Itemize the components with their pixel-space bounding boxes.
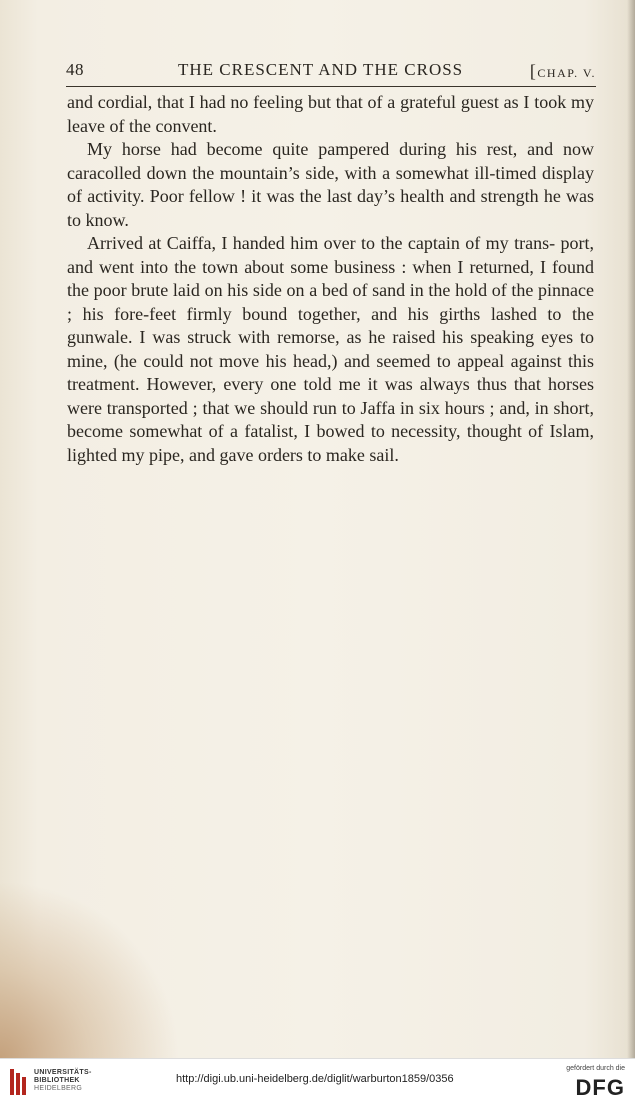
text-line: returned, I found the poor brute laid on his side on a bed of sand [67,256,594,300]
text-line: Arrived at Caiffa, I handed him over to the captain of my trans- [87,233,556,253]
text-line: lighted my pipe, and gave orders to make sail. [67,444,399,465]
chapter-reference-text: CHAP. V. [537,66,596,80]
chapter-reference: [CHAP. V. [529,61,596,81]
text-line: I took my leave of the convent. [67,92,594,136]
text-line: port, and went into the town about some business : when I [67,233,594,277]
library-name[interactable] [34,1069,92,1093]
paragraph [67,91,594,138]
page-number: 48 [66,60,84,79]
library-logo-icon[interactable] [8,1067,30,1097]
running-header [66,60,596,82]
dfg-logo[interactable]: DFG [575,1075,625,1100]
text-line: that we should run to Jaffa in six hours ; and, in short, become [67,397,594,441]
paragraph [67,232,594,467]
digitization-footer [0,1058,635,1105]
text-line: every one told me it was always thus that horses were transported ; [67,374,594,418]
text-line: and cordial, that I had no feeling but that of a grateful guest as [67,92,519,112]
paragraph [67,138,594,232]
text-line: display of activity. Poor fellow ! it was the last day’s health [67,162,594,206]
text-line: head,) and seemed to appeal against this treatment. However, [67,350,595,394]
text-line: caracolled down the mountain’s side, with a somewhat ill-timed [67,162,537,183]
binding-shadow [0,880,180,1058]
running-title: THE CRESCENT AND THE CROSS [178,60,464,79]
text-line: My horse had become quite pampered during his rest, and now [87,139,594,159]
page-edge [627,0,635,1058]
header-rule [66,86,596,87]
funded-by-label: gefördert durch die [566,1065,625,1072]
body-text [67,91,594,467]
library-name-line3: HEIDELBERG [34,1085,83,1092]
text-line: and strength he was to know. [67,186,595,230]
library-name-line1: UNIVERSITÄTS- [34,1069,92,1076]
library-name-line2: BIBLIOTHEK [34,1077,80,1084]
text-line: and his girths lashed to the gunwale. I was struck with remorse, [67,303,594,347]
text-line: somewhat of a fatalist, I bowed to necessity, thought of Islam, [129,421,595,441]
text-line: in the hold of the pinnace ; his fore-feet firmly bound together, [67,280,594,324]
text-line: as he raised his speaking eyes to mine, (he could not move his [67,327,595,371]
permalink-url[interactable]: http://digi.ub.uni-heidelberg.de/diglit/warburton1859/0356 [176,1073,454,1085]
